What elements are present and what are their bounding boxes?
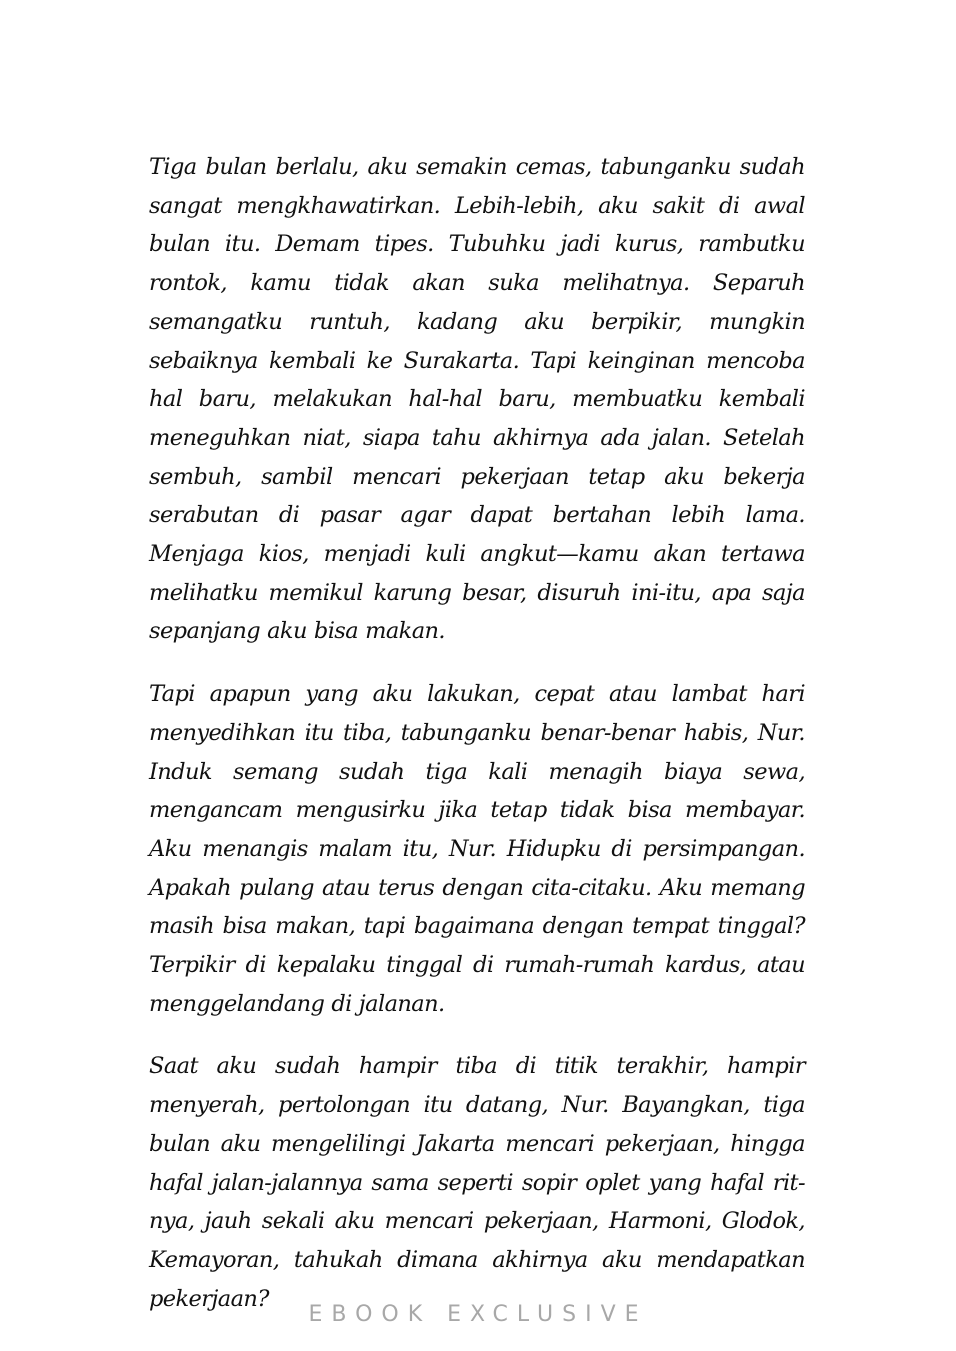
paragraph-2: Tapi apapun yang aku lakukan, cepat atau lambat hari menyedihkan itu tiba, tabunganku benar-benar habis, Nur. Induk semang sudah tiga kali menagih biaya sewa, mengancam mengusirku jika tetap tidak bisa membayar. Aku menangis malam itu, Nur. Hidupku di persimpangan. Apakah pulang atau terus dengan cita-citaku. Aku memang masih bisa makan, tapi bagaimana dengan tempat tinggal? Terpikir di kepalaku tinggal di rumah-rumah kardus, atau menggelandang di jalanan. — [149, 681, 805, 1017]
footer-label: EBOOK EXCLUSIVE — [308, 1302, 648, 1327]
page-body — [149, 148, 805, 1342]
paragraph-3: Saat aku sudah hampir tiba di titik terakhir, hampir menyerah, pertolongan itu datang, Nur. Bayangkan, tiga bulan aku mengelilingi Jakarta mencari pekerjaan, hingga hafal jalan-jalannya sama seperti sopir oplet yang hafal rit-nya, jauh sekali aku mencari pekerjaan, Harmoni, Glodok, Kemayoran, tahukah dimana akhirnya aku mendapatkan pekerjaan? — [149, 1053, 805, 1312]
paragraph-1: Tiga bulan berlalu, aku semakin cemas, tabunganku sudah sangat mengkhawatirkan. Lebih-lebih, aku sakit di awal bulan itu. Demam tipes. Tubuhku jadi kurus, rambutku rontok, kamu tidak akan suka melihatnya. Separuh semangatku runtuh, kadang aku berpikir, mungkin sebaiknya kembali ke Surakarta. Tapi keinginan mencoba hal baru, melakukan hal-hal baru, membuatku kembali meneguhkan niat, siapa tahu akhirnya ada jalan. Setelah sembuh, sambil mencari pekerjaan tetap aku bekerja serabutan di pasar agar dapat bertahan lebih lama. Menjaga kios, menjadi kuli angkut—kamu akan tertawa melihatku memikul karung besar, disuruh ini-itu, apa saja sepanjang aku bisa makan. — [149, 154, 805, 645]
